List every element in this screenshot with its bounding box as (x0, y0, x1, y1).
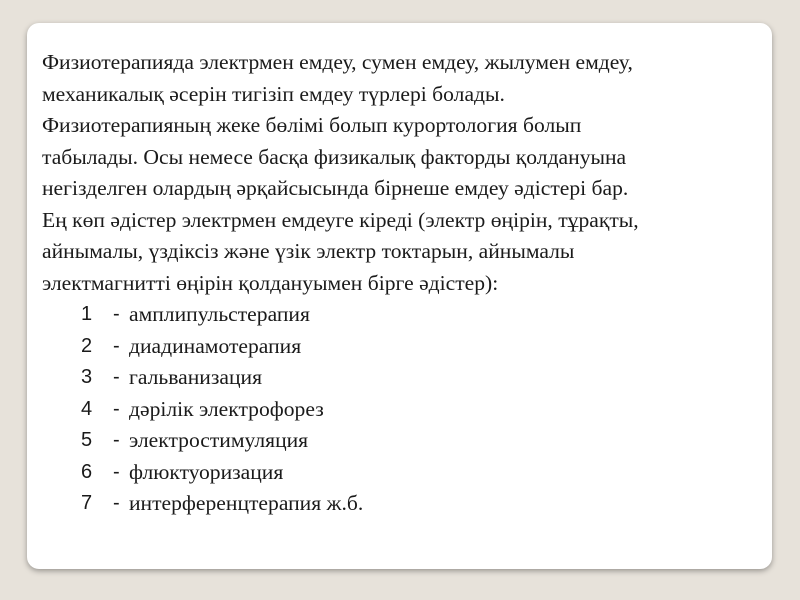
list-number: 4 (81, 397, 93, 420)
list-item (42, 362, 772, 394)
slide-content (42, 47, 772, 520)
paragraph-line: Физиотерапияда электрмен емдеу, сумен емдеу, жылумен емдеу, (42, 50, 633, 74)
list-item (42, 394, 772, 426)
list-dash: - (113, 429, 120, 451)
list-number: 3 (81, 366, 93, 388)
list-item-text: диадинамотерапия (129, 333, 302, 358)
paragraph-line: айнымалы, үздіксіз және үзік электр токтарын, айнымалы (42, 239, 575, 263)
list-item-text: интерференцтерапия ж.б. (129, 491, 364, 515)
list-number: 5 (81, 429, 93, 451)
list-item-text: гальванизация (129, 365, 263, 389)
list-item-text: флюктуоризация (129, 459, 284, 484)
list-item-text: амплипульстерапия (129, 302, 310, 326)
list-number: 6 (81, 460, 93, 483)
list-item-text: дәрілік электрофорез (129, 396, 324, 421)
list-number: 2 (81, 334, 93, 357)
paragraph-line: Ең көп әдістер электрмен емдеуге кіреді (электр өңірін, тұрақты, (42, 207, 639, 232)
methods-list (42, 299, 772, 520)
list-number: 1 (81, 303, 93, 325)
paragraph-line: табылады. Осы немесе басқа физикалық факторды қолдануына (42, 144, 627, 169)
list-item (42, 425, 772, 457)
list-dash: - (113, 366, 120, 388)
list-item-text: электростимуляция (129, 428, 309, 452)
list-item (42, 299, 772, 331)
paragraph-line: механикалық әсерін тигізіп емдеу түрлері болады. (42, 81, 505, 106)
paragraph-line: электмагнитті өңірін қолдануымен бірге әдістер): (42, 270, 499, 295)
list-item (42, 457, 772, 489)
slide-card (27, 23, 772, 569)
list-dash: - (113, 397, 120, 420)
list-item (42, 331, 772, 363)
list-dash: - (113, 303, 120, 325)
paragraph-line: негізделген олардың әрқайсысында бірнеше емдеу әдістері бар. (42, 176, 629, 200)
list-dash: - (113, 460, 120, 483)
list-dash: - (113, 492, 120, 514)
paragraph-line: Физиотерапияның жеке бөлімі болып курортология болып (42, 113, 582, 137)
intro-paragraph (42, 47, 772, 299)
list-item (42, 488, 772, 520)
list-dash: - (113, 334, 120, 357)
list-number: 7 (81, 492, 93, 514)
